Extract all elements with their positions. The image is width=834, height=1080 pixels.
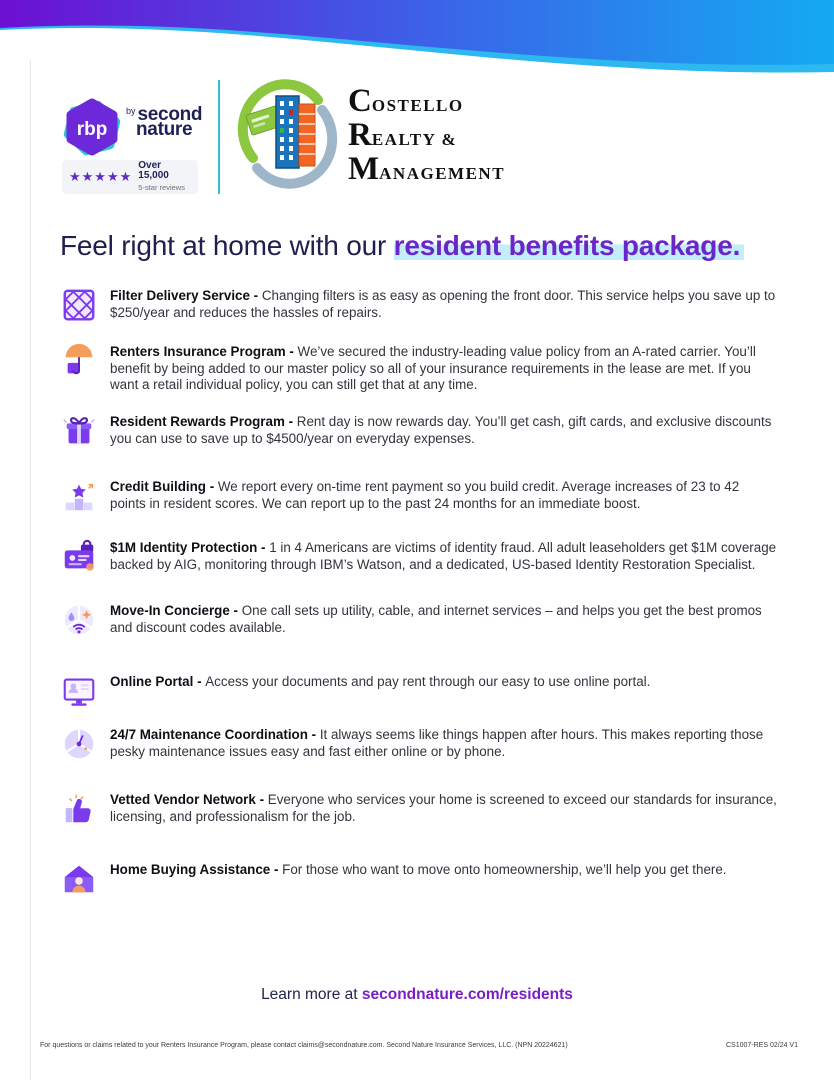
benefit-item	[60, 674, 778, 691]
fine-print-code: CS1007-RES 02/24 V1	[726, 1042, 798, 1049]
benefit-description: It always seems like things happen after hours. This makes reporting those pesky maintenance issues easy and fast either online or by phone.	[110, 727, 764, 759]
umbrella-icon	[60, 342, 98, 380]
benefit-text	[110, 479, 778, 512]
crm-initial-r: R	[348, 117, 372, 153]
by-label: by	[126, 106, 136, 116]
benefit-separator: -	[257, 540, 270, 555]
benefit-description: One call sets up utility, cable, and internet services – and helps you get the best promos and discount codes available.	[110, 603, 762, 635]
reviews-count: Over 15,000	[138, 160, 169, 181]
benefit-text	[110, 540, 778, 573]
benefit-text	[110, 727, 778, 760]
benefit-text	[110, 344, 778, 394]
gift-icon	[60, 412, 98, 450]
benefit-description: For those who want to move onto homeownership, we’ll help you get there.	[282, 862, 727, 877]
credit-chart-icon	[60, 477, 98, 515]
benefit-item	[60, 862, 778, 879]
monitor-icon	[60, 672, 98, 710]
benefit-text	[110, 674, 778, 691]
reviews-sub: 5-star reviews	[138, 183, 185, 192]
benefit-text	[110, 288, 778, 321]
benefit-item	[60, 792, 778, 825]
benefit-description: Access your documents and pay rent through our easy to use online portal.	[205, 674, 651, 689]
benefit-separator: -	[307, 727, 320, 742]
crm-rest-2: EALTY &	[371, 130, 458, 149]
headline-highlight: resident benefits package.	[394, 230, 744, 261]
benefit-text	[110, 414, 778, 447]
benefit-title: Home Buying Assistance	[110, 862, 271, 877]
crm-rest-3: ANAGEMENT	[379, 164, 506, 183]
benefit-description: We report every on-time rent payment so you build credit. Average increases of 23 to 42 points in resident scores. We can report up to the past 24 months for an immediate boost.	[110, 479, 740, 511]
benefit-separator: -	[249, 288, 262, 303]
benefit-separator: -	[285, 344, 298, 359]
crm-initial-m: M	[348, 151, 380, 187]
benefit-separator: -	[229, 603, 242, 618]
benefit-item	[60, 288, 778, 321]
utilities-circle-icon	[60, 601, 98, 639]
thumbs-up-icon	[60, 790, 98, 828]
benefit-separator: -	[205, 479, 218, 494]
crm-rest-1: OSTELLO	[371, 96, 464, 115]
learn-more-prefix: Learn more at	[261, 986, 362, 1003]
rbp-logo-text: rbp	[76, 119, 108, 140]
benefit-title: 24/7 Maintenance Coordination	[110, 727, 308, 742]
benefit-title: Move-In Concierge	[110, 603, 230, 618]
benefit-item	[60, 540, 778, 573]
fine-print-disclaimer: For questions or claims related to your Renters Insurance Program, please contact claims@secondnature.com. Second Nature Insurance Services, LLC. (NPN 20224621)	[40, 1042, 568, 1049]
benefit-description: Rent day is now rewards day. You’ll get cash, gift cards, and exclusive discounts you can use to save up to $4500/year on everyday expenses.	[110, 414, 772, 446]
air-filter-icon	[60, 286, 98, 324]
benefit-separator: -	[284, 414, 297, 429]
benefit-title: Vetted Vendor Network	[110, 792, 256, 807]
benefit-item	[60, 344, 778, 394]
learn-more-line	[0, 986, 834, 1004]
benefit-title: Filter Delivery Service	[110, 288, 250, 303]
benefit-text	[110, 603, 778, 636]
benefit-item	[60, 479, 778, 512]
benefit-title: Online Portal	[110, 674, 194, 689]
benefit-description: 1 in 4 Americans are victims of identity fraud. All adult leaseholders get $1M coverage backed by AIG, monitoring through IBM’s Watson, and a dedicated, US-based Identity Restoration Specialist.	[110, 540, 777, 572]
benefit-title: Credit Building	[110, 479, 206, 494]
benefit-item	[60, 414, 778, 447]
star-rating-icon: ★★★★★	[69, 169, 133, 184]
headline-prefix: Feel right at home with our	[60, 230, 394, 261]
house-person-icon	[60, 860, 98, 898]
brand-line2: nature	[136, 119, 193, 140]
benefit-description: We’ve secured the industry-leading value policy from an A-rated carrier. You’ll benefit by being added to our master policy so all of your insurance requirements in the lease are met. If you want a retail individual policy, you can still get that at any time.	[110, 344, 756, 392]
crm-initial-c: C	[348, 83, 372, 119]
benefit-separator: -	[255, 792, 268, 807]
benefit-item	[60, 727, 778, 760]
benefit-description: Everyone who services your home is screened to exceed our standards for insurance, licensing, and professionalism for the job.	[110, 792, 777, 824]
id-card-lock-icon	[60, 538, 98, 576]
benefit-separator: -	[193, 674, 206, 689]
benefit-separator: -	[270, 862, 283, 877]
benefit-item	[60, 603, 778, 636]
brand-line1: second	[137, 104, 203, 125]
benefit-title: Renters Insurance Program	[110, 344, 286, 359]
residents-link[interactable]: secondnature.com/residents	[361, 986, 573, 1003]
benefit-title: $1M Identity Protection	[110, 540, 258, 555]
benefit-description: Changing filters is as easy as opening the front door. This service helps you save up to $250/year and reduces the hassles of repairs.	[110, 288, 776, 320]
clock-gauge-icon	[60, 725, 98, 763]
benefit-text	[110, 862, 778, 879]
benefit-title: Resident Rewards Program	[110, 414, 285, 429]
benefit-text	[110, 792, 778, 825]
